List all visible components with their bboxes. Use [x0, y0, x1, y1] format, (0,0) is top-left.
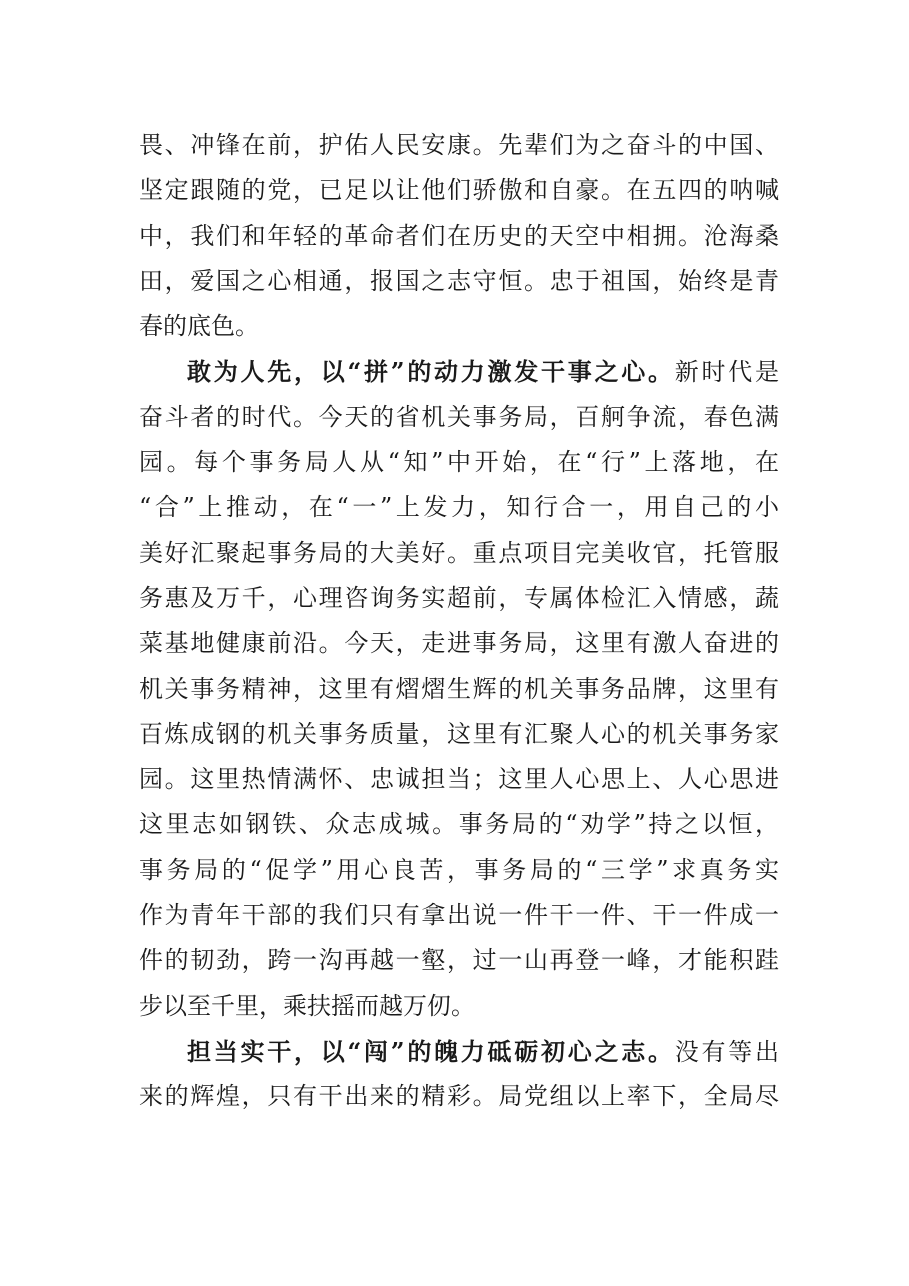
text-line: 春的底色。	[139, 312, 259, 341]
text-line: 步以至千里，乘扶摇而越万仞。	[139, 991, 475, 1020]
text-line: 田，爱国之心相通，报国之志守恒。忠于祖国，始终是青	[139, 266, 779, 295]
text-line: 件的韧劲，跨一沟再越一壑，过一山再登一峰，才能积跬	[139, 946, 779, 975]
text-line: 坚定跟随的党，已足以让他们骄傲和自豪。在五四的呐喊	[139, 176, 779, 205]
text-line: 奋斗者的时代。今天的省机关事务局，百舸争流，春色满	[139, 402, 779, 431]
paragraph-heading: 担当实干，以“闯”的魄力砥砺初心之志。	[187, 1036, 675, 1066]
text-line: 作为青年干部的我们只有拿出说一件干一件、干一件成一	[139, 901, 779, 930]
text-line: 菜基地健康前沿。今天，走进事务局，这里有激人奋进的	[139, 629, 779, 658]
text-line: “合”上推动，在“一”上发力，知行合一，用自己的小	[139, 493, 779, 522]
paragraph-3	[139, 1029, 779, 1120]
heading-continuation: 新时代是	[674, 358, 780, 387]
text-line: 这里志如钢铁、众志成城。事务局的“劝学”持之以恒，	[139, 810, 779, 839]
text-line: 务惠及万千，心理咨询务实超前，专属体检汇入情感，蔬	[139, 583, 779, 612]
text-line: 园。每个事务局人从“知”中开始，在“行”上落地，在	[139, 448, 779, 477]
text-line: 中，我们和年轻的革命者们在历史的天空中相拥。沧海桑	[139, 221, 779, 250]
paragraph-1	[139, 123, 779, 349]
body-text	[139, 123, 779, 1120]
text-line: 百炼成钢的机关事务质量，这里有汇聚人心的机关事务家	[139, 719, 779, 748]
text-line: 畏、冲锋在前，护佑人民安康。先辈们为之奋斗的中国、	[139, 131, 779, 159]
text-line: 事务局的“促学”用心良苦，事务局的“三学”求真务实	[139, 855, 779, 884]
text-line: 来的辉煌，只有干出来的精彩。局党组以上率下，全局尽	[139, 1082, 779, 1111]
paragraph-first-line	[139, 349, 779, 394]
text-line: 美好汇聚起事务局的大美好。重点项目完美收官，托管服	[139, 538, 779, 567]
heading-continuation: 没有等出	[674, 1037, 780, 1066]
paragraph-first-line	[139, 1029, 779, 1074]
paragraph-2	[139, 349, 779, 1028]
text-line: 园。这里热情满怀、忠诚担当；这里人心思上、人心思进	[139, 765, 779, 794]
text-line: 机关事务精神，这里有熠熠生辉的机关事务品牌，这里有	[139, 674, 779, 703]
paragraph-heading: 敢为人先，以“拼”的动力激发干事之心。	[187, 357, 675, 387]
